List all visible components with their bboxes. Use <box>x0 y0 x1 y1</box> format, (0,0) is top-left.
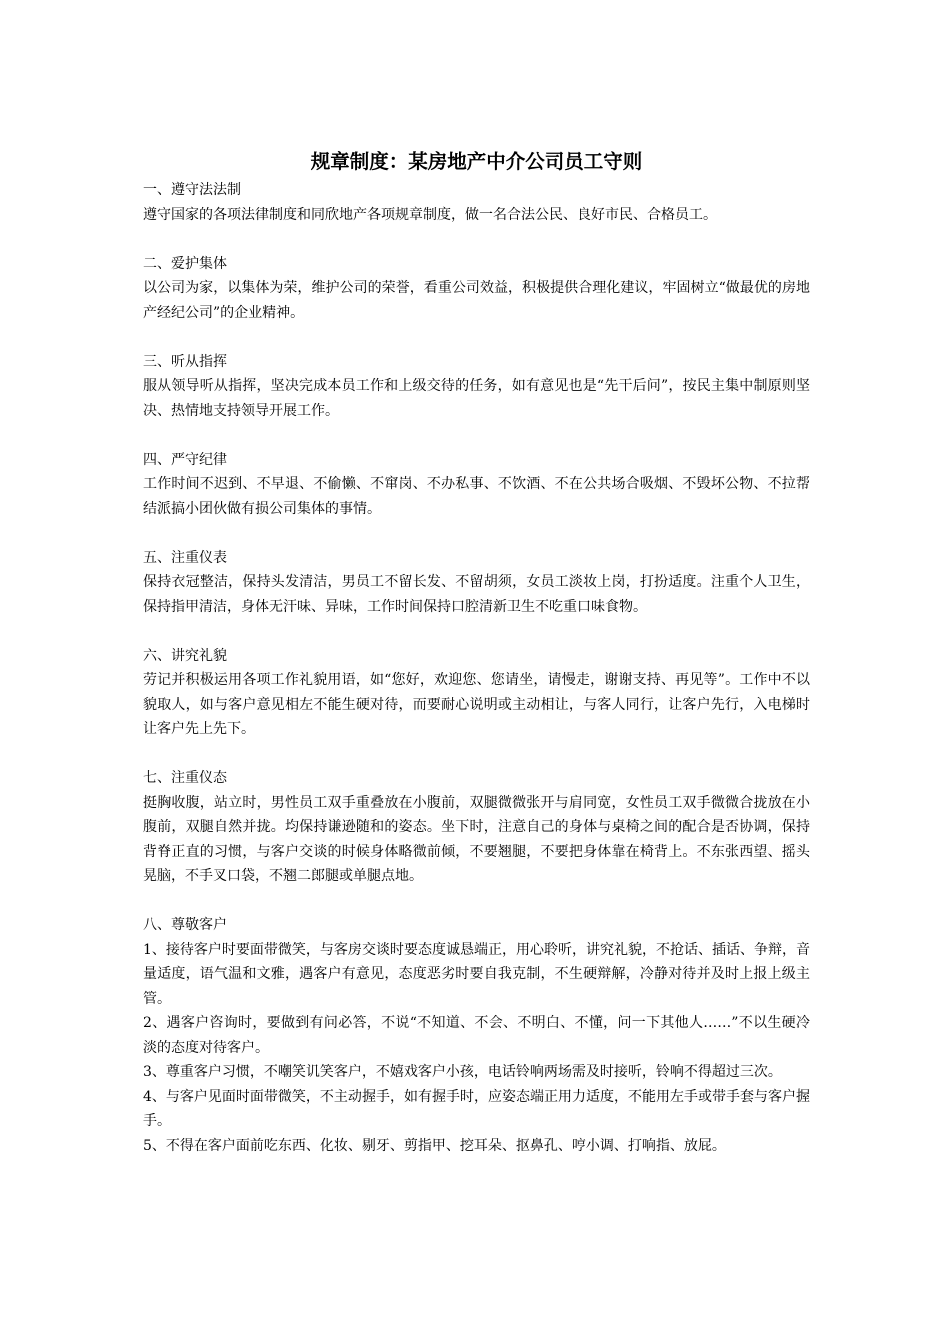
section-7 <box>143 766 810 889</box>
document-title: 规章制度：某房地产中介公司员工守则 <box>310 150 643 173</box>
section-heading: 七、注重仪态 <box>143 770 227 786</box>
section-paragraph: 劳记并积极运用各项工作礼貌用语，如“您好，欢迎您、您请坐，请慢走，谢谢支持、再见等”。工作中不以貌取人，如与客户意见相左不能生硬对待，而要耐心说明或主动相让，与客人同行，让客户先行，入电梯时让客户先上先下。 <box>143 672 810 737</box>
section-5 <box>143 546 810 620</box>
section-paragraph: 以公司为家，以集体为荣，维护公司的荣誉，看重公司效益，积极提供合理化建议，牢固树立“做最优的房地产经纪公司”的企业精神。 <box>143 280 810 321</box>
section-heading: 八、尊敬客户 <box>143 917 227 933</box>
section-heading: 六、讲究礼貌 <box>143 647 227 664</box>
list-item: 3、尊重客户习惯，不嘲笑讥笑客户，不嬉戏客户小孩，电话铃响两场需及时接听，铃响不得超过三次。 <box>143 1064 782 1080</box>
list-item: 1、接待客户时要面带微笑，与客房交谈时要态度诚恳端正，用心聆听，讲究礼貌，不抢话、插话、争辩，音量适度，语气温和文雅，遇客户有意见，态度恶劣时要自我克制，不生硬辩解，冷静对待并及时上报上级主管。 <box>143 941 810 1007</box>
section-6 <box>143 644 810 742</box>
list-item: 2、遇客户咨询时，要做到有问必答，不说“不知道、不会、不明白、不懂，问一下其他人……”不以生硬冷淡的态度对待客户。 <box>143 1015 810 1056</box>
section-paragraph: 服从领导听从指挥，坚决完成本员工作和上级交待的任务，如有意见也是“先干后问”，按民主集中制原则坚决、热情地支持领导开展工作。 <box>143 378 810 419</box>
section-paragraph: 挺胸收腹，站立时，男性员工双手重叠放在小腹前，双腿微微张开与肩同宽，女性员工双手微微合拢放在小腹前，双腿自然并拢。均保持谦逊随和的姿态。坐下时，注意自己的身体与桌椅之间的配合是否协调，保持背脊正直的习惯，与客户交谈的时候身体略微前倾，不要翘腿，不要把身体靠在椅背上。不东张西望、摇头晃脑，不手叉口袋，不翘二郎腿或单腿点地。 <box>143 794 810 884</box>
section-paragraph: 工作时间不迟到、不早退、不偷懒、不窜岗、不办私事、不饮酒、不在公共场合吸烟、不毁坏公物、不拉帮结派搞小团伙做有损公司集体的事情。 <box>143 476 810 517</box>
section-heading: 三、听从指挥 <box>143 353 227 370</box>
section-paragraph: 遵守国家的各项法律制度和同欣地产各项规章制度，做一名合法公民、良好市民、合格员工。 <box>143 206 717 223</box>
section-1 <box>143 178 810 227</box>
section-8 <box>143 913 810 1158</box>
section-3 <box>143 350 810 424</box>
list-item: 4、与客户见面时面带微笑，不主动握手，如有握手时，应姿态端正用力适度，不能用左手或带手套与客户握手。 <box>143 1088 810 1129</box>
section-heading: 一、遵守法法制 <box>143 182 241 198</box>
document-page <box>143 146 810 1183</box>
section-heading: 五、注重仪表 <box>143 549 227 566</box>
section-2 <box>143 252 810 326</box>
list-item: 5、不得在客户面前吃东西、化妆、剔牙、剪指甲、挖耳朵、抠鼻孔、哼小调、打响指、放屁。 <box>143 1137 726 1154</box>
section-paragraph: 保持衣冠整洁，保持头发清洁，男员工不留长发、不留胡须，女员工淡妆上岗，打扮适度。注重个人卫生，保持指甲清洁，身体无汗味、异味，工作时间保持口腔清新卫生不吃重口味食物。 <box>143 574 810 615</box>
section-4 <box>143 448 810 522</box>
section-heading: 四、严守纪律 <box>143 451 227 468</box>
section-heading: 二、爱护集体 <box>143 255 227 272</box>
